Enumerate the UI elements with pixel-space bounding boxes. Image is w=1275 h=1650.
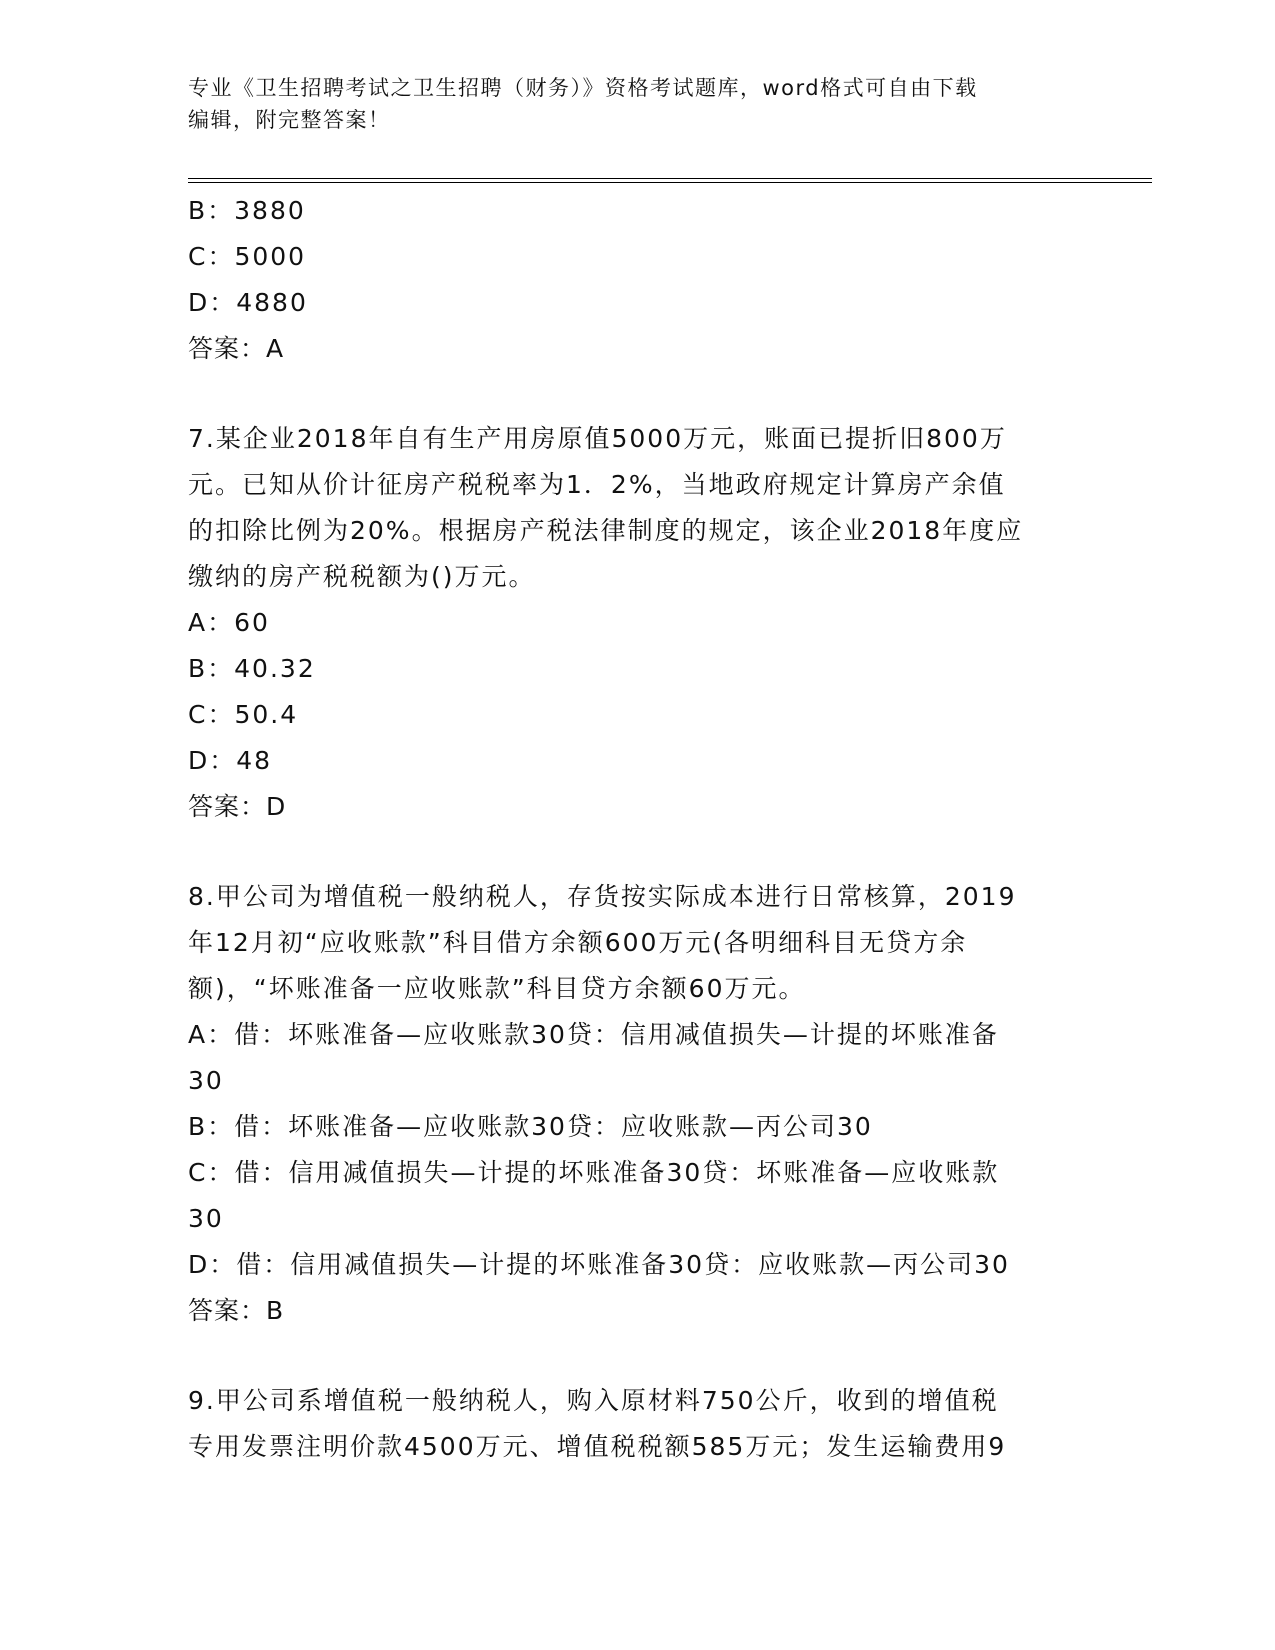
question-text-line: 的扣除比例为20%。根据房产税法律制度的规定，该企业2018年度应 — [188, 516, 1024, 545]
option-a: A：60 — [188, 608, 270, 637]
option-c: C：5000 — [188, 242, 307, 271]
option-d: D：48 — [188, 746, 273, 775]
header-line-1: 专业《卫生招聘考试之卫生招聘（财务）》资格考试题库，word格式可自由下载 — [188, 76, 978, 100]
option-c: C：50.4 — [188, 700, 299, 729]
question-gap — [188, 1334, 1088, 1378]
header-line-2: 编辑，附完整答案！ — [188, 108, 391, 132]
option-a-continued: 30 — [188, 1066, 224, 1095]
option-a: A：借：坏账准备—应收账款30贷：信用减值损失—计提的坏账准备 — [188, 1020, 999, 1049]
question-8 — [188, 874, 1088, 1334]
header-rule-top — [188, 178, 1152, 179]
answer: 答案：D — [188, 792, 287, 821]
question-text-line: 专用发票注明价款4500万元、增值税税额585万元；发生运输费用9 — [188, 1432, 1007, 1461]
question-text-line: 缴纳的房产税税额为()万元。 — [188, 562, 536, 591]
answer: 答案：B — [188, 1296, 285, 1325]
question-text-line: 年12月初“应收账款”科目借方余额600万元(各明细科目无贷方余 — [188, 928, 968, 957]
option-d: D：借：信用减值损失—计提的坏账准备30贷：应收账款—丙公司30 — [188, 1250, 1010, 1279]
question-9 — [188, 1378, 1088, 1470]
option-c: C：借：信用减值损失—计提的坏账准备30贷：坏账准备—应收账款 — [188, 1158, 1000, 1187]
question-7 — [188, 416, 1088, 830]
option-b: B：3880 — [188, 196, 306, 225]
question-text-line: 元。已知从价计征房产税税率为1．2%，当地政府规定计算房产余值 — [188, 470, 1006, 499]
question-content — [188, 188, 1088, 1470]
option-b: B：40.32 — [188, 654, 316, 683]
option-d: D：4880 — [188, 288, 308, 317]
header-rule-bottom — [188, 182, 1152, 183]
question-text-line: 额)，“坏账准备一应收账款”科目贷方余额60万元。 — [188, 974, 806, 1003]
answer: 答案：A — [188, 334, 285, 363]
question-gap — [188, 830, 1088, 874]
option-c-continued: 30 — [188, 1204, 224, 1233]
question-gap — [188, 372, 1088, 416]
question-6 — [188, 188, 1088, 372]
option-b: B：借：坏账准备—应收账款30贷：应收账款—丙公司30 — [188, 1112, 873, 1141]
question-text-line: 9.甲公司系增值税一般纳税人，购入原材料750公斤，收到的增值税 — [188, 1386, 999, 1415]
question-text-line: 7.某企业2018年自有生产用房原值5000万元，账面已提折旧800万 — [188, 424, 1007, 453]
document-header — [188, 72, 1088, 136]
question-text-line: 8.甲公司为增值税一般纳税人，存货按实际成本进行日常核算，2019 — [188, 882, 1017, 911]
